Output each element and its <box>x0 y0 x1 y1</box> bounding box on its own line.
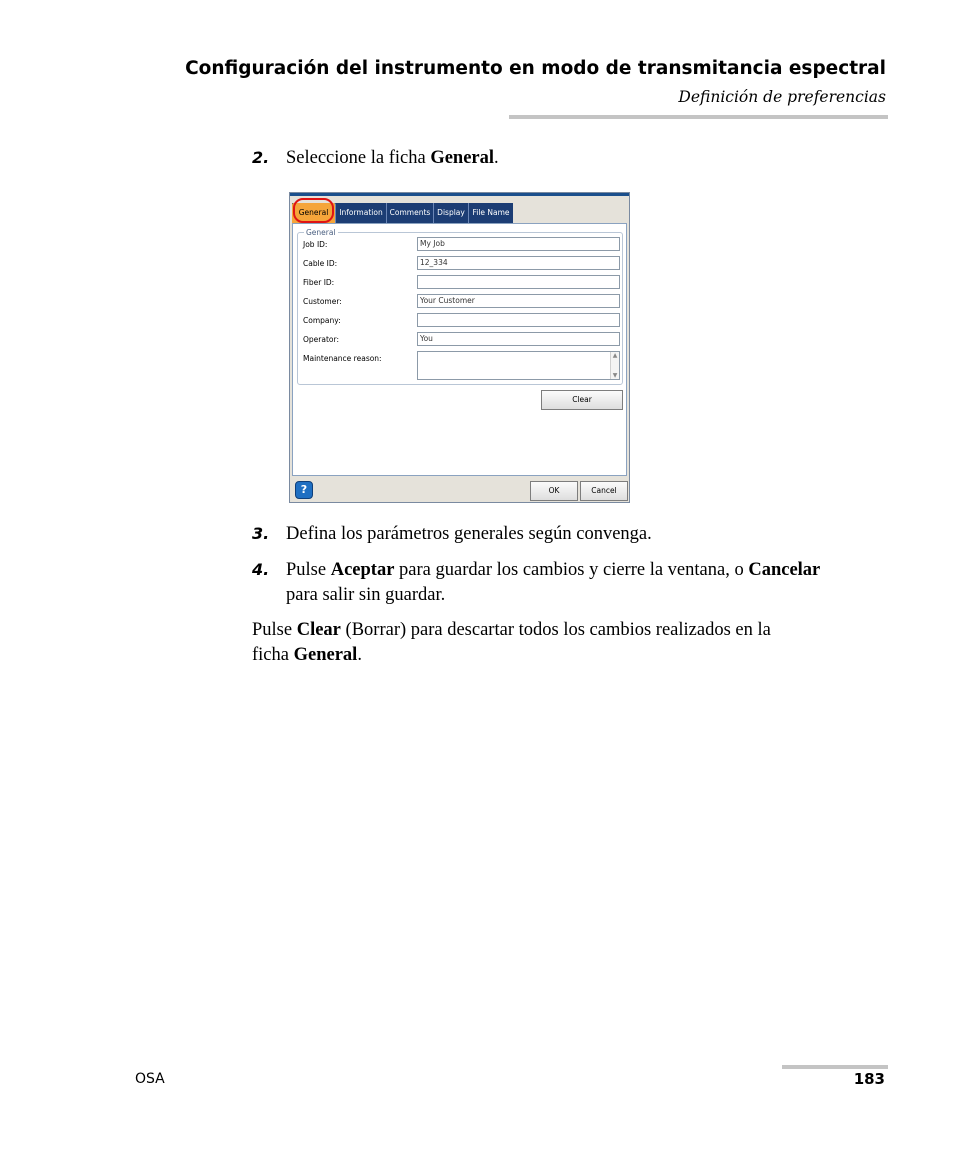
header-divider <box>509 115 888 119</box>
step-text <box>286 558 820 583</box>
dialog-title-band <box>290 193 629 196</box>
job-id-label: Job ID: <box>303 240 328 249</box>
job-id-field[interactable]: My Job <box>417 237 620 251</box>
preferences-dialog-screenshot <box>289 192 630 503</box>
step-text-part: para guardar los cambios y cierre la ventana, o <box>394 560 749 580</box>
note-text-bold: General <box>293 644 358 665</box>
cable-id-label: Cable ID: <box>303 259 338 268</box>
note-text-bold: Clear <box>296 620 341 640</box>
fiber-id-field[interactable] <box>417 275 620 289</box>
cable-id-field[interactable]: 12_334 <box>417 256 620 270</box>
tab-display[interactable]: Display <box>434 203 469 223</box>
maintenance-reason-label: Maintenance reason: <box>303 354 382 363</box>
scroll-up-icon[interactable]: ▲ <box>612 352 618 359</box>
note-text-part: ficha <box>252 644 294 665</box>
note-text-part: . <box>357 644 362 665</box>
footer-divider <box>782 1065 888 1069</box>
general-tab-highlight <box>293 198 334 223</box>
cancel-button[interactable]: Cancel <box>580 481 628 501</box>
step-text-bold: Cancelar <box>748 560 821 580</box>
ok-button[interactable]: OK <box>530 481 578 501</box>
footer-product-name: OSA <box>135 1071 165 1087</box>
company-label: Company: <box>303 316 341 325</box>
customer-field[interactable]: Your Customer <box>417 294 620 308</box>
page-header-title: Configuración del instrumento en modo de transmitancia espectral <box>185 58 886 79</box>
step-number: 3. <box>252 524 270 543</box>
note-text-part: (Borrar) para descartar todos los cambios realizados en la <box>340 620 771 640</box>
note-paragraph <box>252 618 771 667</box>
step-number: 2. <box>252 148 270 167</box>
page-header-subtitle: Definición de preferencias <box>678 88 886 106</box>
operator-label: Operator: <box>303 335 339 344</box>
tab-information[interactable]: Information <box>336 203 387 223</box>
tab-file-name[interactable]: File Name <box>472 208 510 217</box>
tab-comments[interactable]: Comments <box>387 203 434 223</box>
note-text-part: Pulse <box>252 620 297 640</box>
general-group <box>297 228 623 385</box>
step-text-bold: General <box>430 148 495 168</box>
step-text: Defina los parámetros generales según convenga. <box>286 524 652 544</box>
group-title: General <box>306 228 336 237</box>
step-text-bold: Aceptar <box>330 560 395 580</box>
page-number: 183 <box>853 1070 885 1088</box>
customer-label: Customer: <box>303 297 342 306</box>
maintenance-scrollbar[interactable] <box>610 352 619 379</box>
note-line-2 <box>252 643 771 668</box>
tab-general[interactable]: General <box>292 203 336 223</box>
step-number: 4. <box>252 560 270 579</box>
scroll-down-icon[interactable]: ▼ <box>612 372 618 379</box>
note-line-1 <box>252 618 771 643</box>
company-field[interactable] <box>417 313 620 327</box>
step-text-part: . <box>494 148 499 168</box>
question-mark-icon[interactable]: ? <box>295 481 313 499</box>
step-text-line2: para salir sin guardar. <box>286 584 446 605</box>
clear-button[interactable]: Clear <box>541 390 623 410</box>
step-text-part: Seleccione la ficha <box>286 148 431 168</box>
step-text-part: Pulse <box>286 560 331 580</box>
maintenance-reason-field[interactable] <box>417 351 620 380</box>
fiber-id-label: Fiber ID: <box>303 278 335 287</box>
general-tab-panel <box>292 223 627 476</box>
operator-field[interactable]: You <box>417 332 620 346</box>
step-text <box>286 146 499 171</box>
